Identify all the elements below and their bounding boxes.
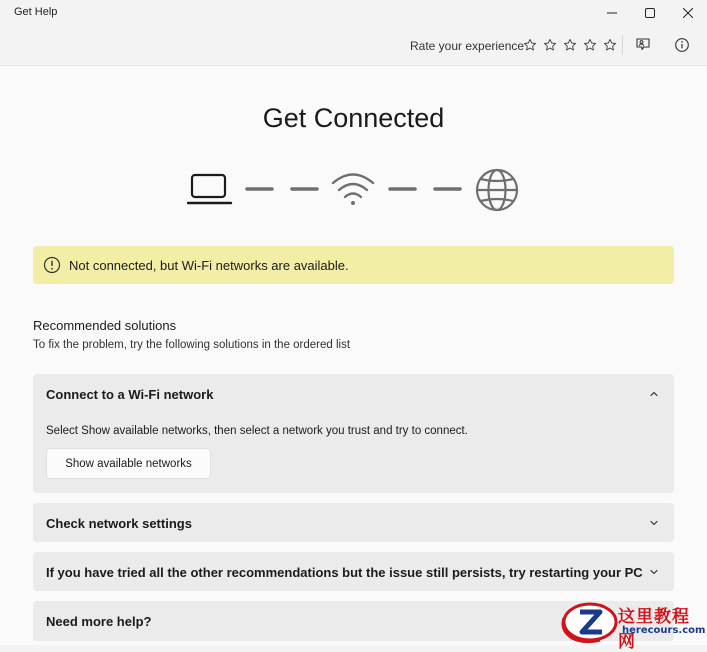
solution-title: Check network settings bbox=[46, 516, 192, 531]
star-4-button[interactable] bbox=[580, 35, 600, 55]
toolbar-divider bbox=[622, 35, 623, 55]
close-button[interactable] bbox=[669, 0, 707, 26]
warning-icon bbox=[43, 256, 61, 274]
solution-panel-restart-pc[interactable] bbox=[33, 552, 674, 591]
window-title: Get Help bbox=[14, 6, 58, 18]
star-2-button[interactable] bbox=[540, 35, 560, 55]
solution-title: If you have tried all the other recommendations but the issue still persists, try restarting your PC bbox=[46, 565, 643, 580]
maximize-icon bbox=[645, 8, 655, 18]
solution-panel-wifi bbox=[33, 374, 674, 493]
rate-experience-label: Rate your experience bbox=[410, 39, 525, 53]
connection-status-banner bbox=[33, 246, 674, 284]
toolbar bbox=[0, 26, 707, 64]
laptop-icon bbox=[188, 175, 231, 203]
chevron-up-icon bbox=[648, 388, 660, 400]
feedback-icon bbox=[635, 37, 651, 53]
chevron-down-icon bbox=[648, 517, 660, 529]
watermark-sub-text: herecours.com bbox=[622, 625, 706, 636]
star-3-button[interactable] bbox=[560, 35, 580, 55]
solution-header-wifi[interactable] bbox=[33, 374, 674, 414]
globe-icon bbox=[477, 170, 517, 210]
title-bar bbox=[0, 0, 707, 26]
status-text: Not connected, but Wi-Fi networks are available. bbox=[69, 258, 349, 273]
wifi-icon bbox=[333, 175, 373, 206]
solution-body-text: Select Show available networks, then select a network you trust and try to connect. bbox=[46, 425, 468, 437]
info-icon bbox=[674, 37, 690, 53]
star-1-button[interactable] bbox=[520, 35, 540, 55]
info-button[interactable] bbox=[671, 34, 693, 56]
page-title: Get Connected bbox=[262, 103, 445, 133]
main-content bbox=[0, 65, 707, 645]
rating-stars bbox=[520, 35, 620, 55]
watermark-z-icon bbox=[560, 600, 620, 644]
connection-diagram bbox=[186, 166, 522, 214]
chevron-down-icon bbox=[648, 566, 660, 578]
recommended-subtext: To fix the problem, try the following solutions in the ordered list bbox=[33, 339, 351, 351]
recommended-heading: Recommended solutions bbox=[33, 318, 177, 333]
star-icon bbox=[523, 38, 537, 52]
window-controls bbox=[593, 0, 707, 26]
maximize-button[interactable] bbox=[631, 0, 669, 26]
star-5-button[interactable] bbox=[600, 35, 620, 55]
minimize-button[interactable] bbox=[593, 0, 631, 26]
minimize-icon bbox=[607, 8, 617, 18]
solution-title: Connect to a Wi-Fi network bbox=[46, 387, 214, 402]
star-icon bbox=[603, 38, 617, 52]
solution-panel-network-settings[interactable] bbox=[33, 503, 674, 542]
solution-title: Need more help? bbox=[46, 614, 152, 629]
star-icon bbox=[543, 38, 557, 52]
close-icon bbox=[683, 8, 693, 18]
watermark-main-text: 这里教程网 bbox=[618, 607, 690, 652]
watermark-logo bbox=[560, 600, 707, 652]
feedback-button[interactable] bbox=[632, 34, 654, 56]
show-available-networks-button[interactable]: Show available networks bbox=[46, 448, 211, 479]
star-icon bbox=[583, 38, 597, 52]
star-icon bbox=[563, 38, 577, 52]
